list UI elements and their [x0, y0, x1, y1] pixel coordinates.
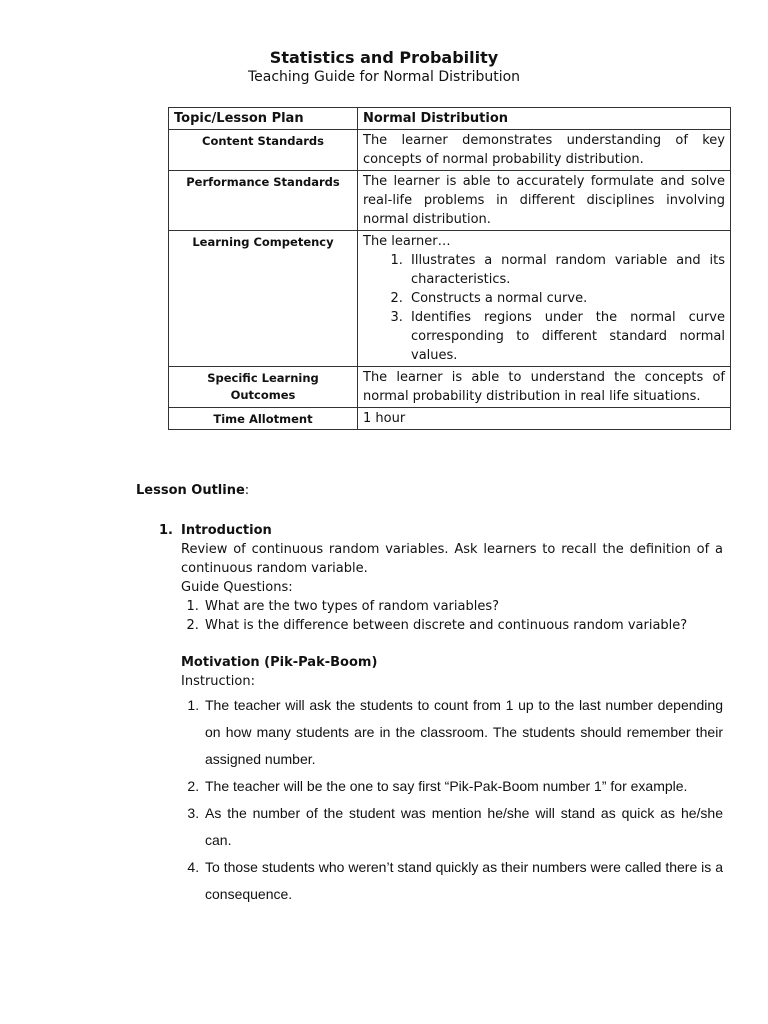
- content-standards-label: Content Standards: [169, 130, 358, 171]
- list-item: 3. As the number of the student was mention he/she will stand as quick as he/she can.: [203, 800, 723, 854]
- section-body: [181, 521, 723, 908]
- motivation-title: Motivation (Pik-Pak-Boom): [181, 655, 378, 670]
- learning-competency-label: Learning Competency: [169, 231, 358, 367]
- section-number: 1.: [159, 523, 173, 538]
- list-item: 2. What is the difference between discrete and continuous random variable?: [203, 616, 723, 635]
- guide-questions-label: Guide Questions:: [181, 580, 293, 595]
- list-item: 1. What are the two types of random variables?: [203, 597, 723, 616]
- competency-intro: The learner…: [363, 234, 451, 249]
- introduction-section: [159, 521, 723, 908]
- content-standards-value: The learner demonstrates understanding of key concepts of normal probability distribution.: [358, 130, 731, 171]
- table-row: [169, 367, 731, 408]
- guide-questions-list: [181, 597, 723, 635]
- lesson-plan-table: [168, 107, 731, 430]
- document-subtitle: Teaching Guide for Normal Distribution: [247, 69, 521, 85]
- intro-text: Review of continuous random variables. Ask learners to recall the definition of a continuous random variable.: [181, 542, 723, 576]
- performance-standards-label: Performance Standards: [169, 171, 358, 231]
- section-title: Introduction: [181, 523, 272, 538]
- learning-outcomes-label: Specific Learning Outcomes: [169, 367, 358, 408]
- list-item: 1. The teacher will ask the students to count from 1 up to the last number depending on how many students are in the classroom. The students should remember their assigned number.: [203, 692, 723, 773]
- table-row: [169, 408, 731, 430]
- table-row: [169, 171, 731, 231]
- document-title: Statistics and Probability: [269, 48, 499, 67]
- instruction-label: Instruction:: [181, 674, 255, 689]
- list-item: 1. Illustrates a normal random variable and its characteristics.: [407, 251, 725, 289]
- competency-list: [363, 251, 725, 365]
- list-item: 3. Identifies regions under the normal curve corresponding to different standard normal values.: [407, 308, 725, 365]
- topic-value: Normal Distribution: [358, 108, 731, 130]
- topic-label: Topic/Lesson Plan: [169, 108, 358, 130]
- learning-competency-value: [358, 231, 731, 367]
- table-row: [169, 130, 731, 171]
- list-item: 4. To those students who weren’t stand quickly as their numbers were called there is a consequence.: [203, 854, 723, 908]
- table-row: [169, 231, 731, 367]
- time-allotment-label: Time Allotment: [169, 408, 358, 430]
- instruction-list: [181, 692, 723, 908]
- performance-standards-value: The learner is able to accurately formulate and solve real-life problems in different disciplines involving normal distribution.: [358, 171, 731, 231]
- list-item: 2. Constructs a normal curve.: [407, 289, 725, 308]
- time-allotment-value: 1 hour: [358, 408, 731, 430]
- lesson-outline-colon: :: [244, 483, 250, 498]
- list-item: 2. The teacher will be the one to say first “Pik-Pak-Boom number 1” for example.: [203, 773, 723, 800]
- lesson-outline-title: Lesson Outline: [136, 483, 245, 498]
- learning-outcomes-value: The learner is able to understand the concepts of normal probability distribution in real life situations.: [358, 367, 731, 408]
- lesson-outline-heading: [136, 483, 249, 498]
- table-row: [169, 108, 731, 130]
